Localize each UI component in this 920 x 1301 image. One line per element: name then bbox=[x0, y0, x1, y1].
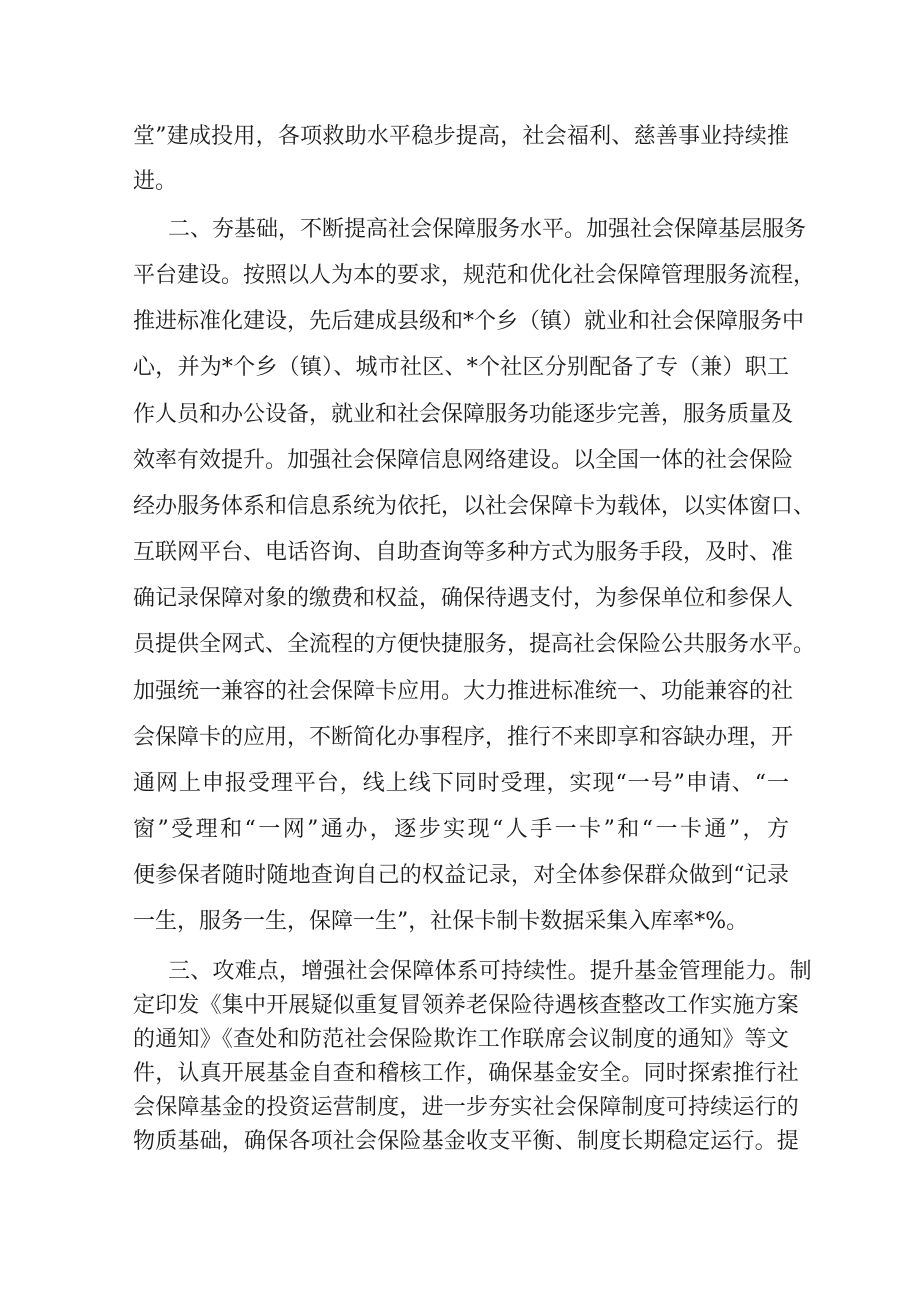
paragraph-1-line-2: 进。 bbox=[133, 169, 178, 194]
paragraph-3-line-5: 会保障基金的投资运营制度，进一步夯实社会保障制度可持续运行的 bbox=[133, 1095, 800, 1120]
paragraph-2-line-5: 作人员和办公设备，就业和社会保障服务功能逐步完善，服务质量及 bbox=[133, 402, 794, 427]
paragraph-2-line-3: 推进标准化建设，先后建成县级和*个乡（镇）就业和社会保障服务中 bbox=[133, 309, 805, 334]
paragraph-2-line-16: 一生，服务一生，保障一生”，社保卡制卡数据采集入库率*%。 bbox=[133, 909, 749, 934]
paragraph-3-line-6: 物质基础，确保各项社会保险基金收支平衡、制度长期稳定运行。提 bbox=[133, 1129, 800, 1154]
paragraph-2-line-4: 心，并为*个乡（镇）、城市社区、*个社区分别配备了专（兼）职工 bbox=[133, 355, 789, 380]
paragraph-2-line-11: 加强统一兼容的社会保障卡应用。大力推进标准统一、功能兼容的社 bbox=[133, 679, 794, 704]
paragraph-2-line-10: 员提供全网式、全流程的方便快捷服务，提高社会保险公共服务水平。 bbox=[133, 632, 816, 657]
paragraph-2-line-7: 经办服务体系和信息系统为依托，以社会保障卡为载体，以实体窗口、 bbox=[133, 494, 816, 519]
paragraph-3-line-2: 定印发《集中开展疑似重复冒领养老保险待遇核查整改工作实施方案 bbox=[133, 993, 800, 1018]
paragraph-2-line-2: 平台建设。按照以人为本的要求，规范和优化社会保障管理服务流程， bbox=[133, 263, 816, 288]
paragraph-1-line-1: 堂”建成投用，各项救助水平稳步提高，社会福利、慈善事业持续推 bbox=[133, 124, 789, 149]
paragraph-2-line-6: 效率有效提升。加强社会保障信息网络建设。以全国一体的社会保险 bbox=[133, 448, 794, 473]
paragraph-3-line-1: 三、攻难点，增强社会保障体系可持续性。提升基金管理能力。制 bbox=[168, 959, 812, 984]
paragraph-2-line-13: 通网上申报受理平台，线上线下同时受理，实现“一号”申请、“一 bbox=[133, 771, 789, 796]
paragraph-2-line-14: 窗”受理和“一网”通办，逐步实现“人手一卡”和“一卡通”，方 bbox=[133, 817, 789, 842]
paragraph-3-line-4: 件，认真开展基金自查和稽核工作，确保基金安全。同时探索推行社 bbox=[133, 1061, 800, 1086]
paragraph-2-line-1: 二、夯基础，不断提高社会保障服务水平。加强社会保障基层服务 bbox=[168, 217, 807, 242]
paragraph-2-line-9: 确记录保障对象的缴费和权益，确保待遇支付，为参保单位和参保人 bbox=[133, 586, 794, 611]
paragraph-2-line-15: 便参保者随时随地查询自己的权益记录，对全体参保群众做到“记录 bbox=[133, 863, 789, 888]
paragraph-2-line-12: 会保障卡的应用，不断简化办事程序，推行不来即享和容缺办理，开 bbox=[133, 725, 794, 750]
paragraph-3-line-3: 的通知》《查处和防范社会保险欺诈工作联席会议制度的通知》等文 bbox=[133, 1027, 789, 1052]
paragraph-2-line-8: 互联网平台、电话咨询、自助查询等多种方式为服务手段，及时、准 bbox=[133, 540, 794, 565]
